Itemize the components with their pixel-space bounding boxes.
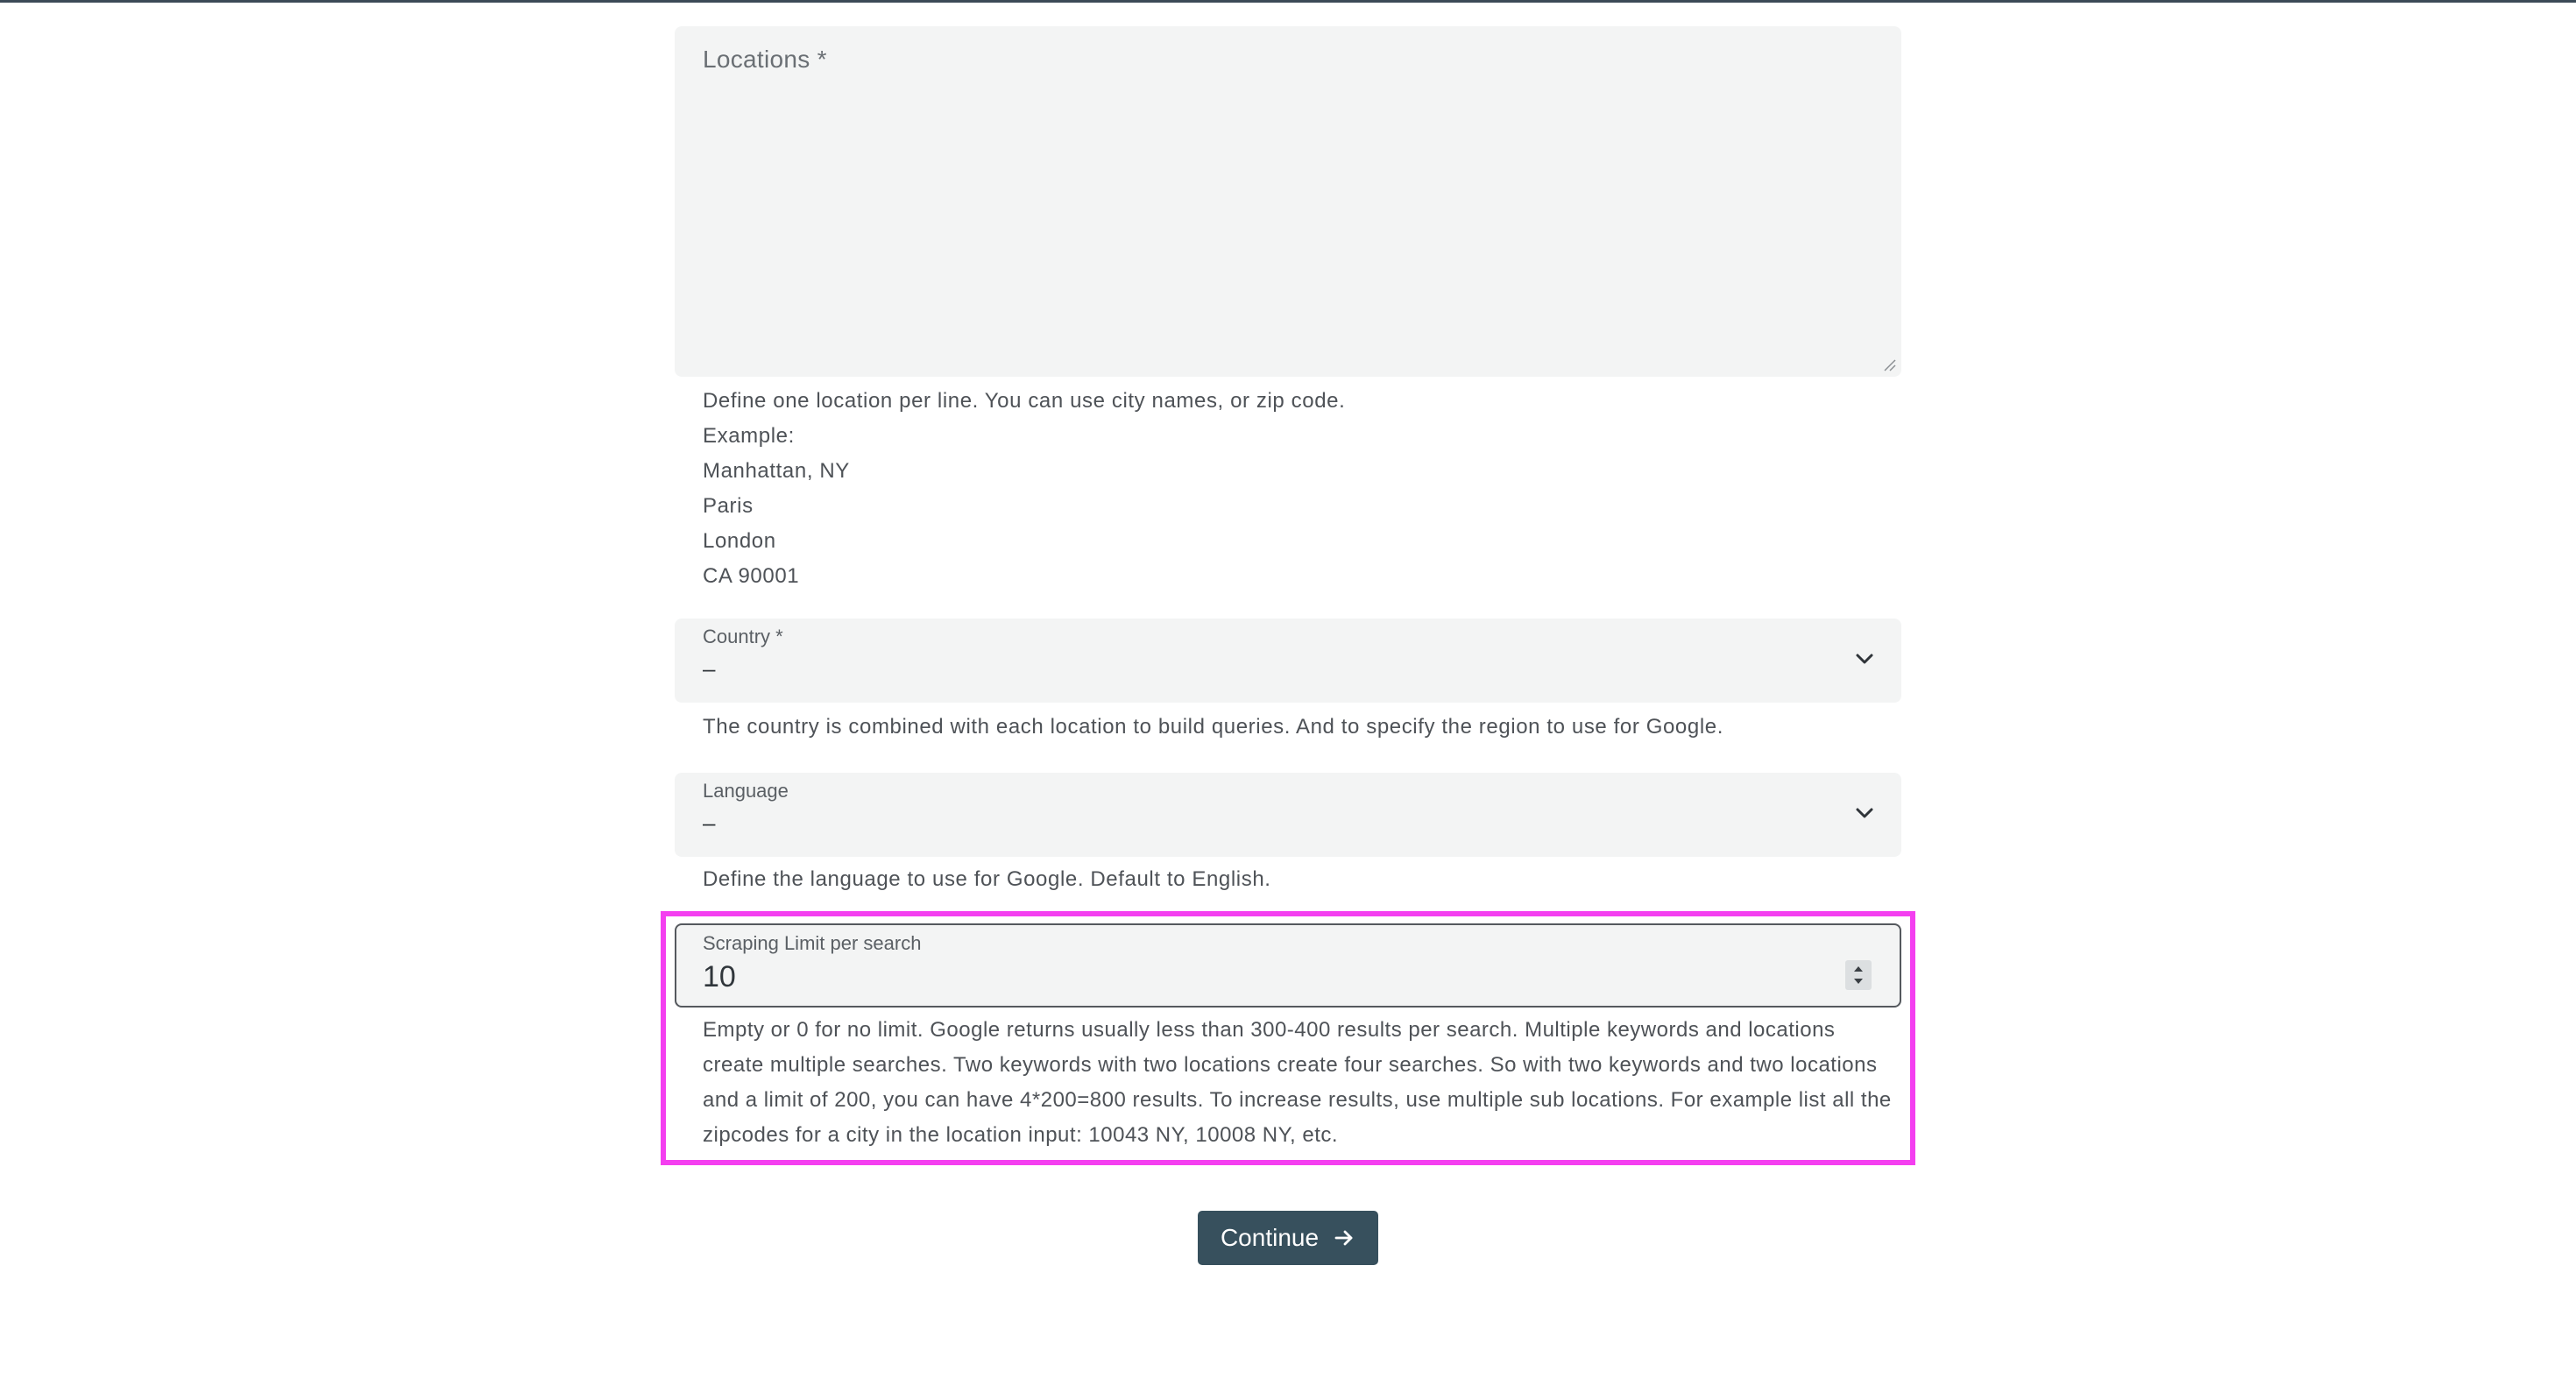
locations-helper-line: Define one location per line. You can use city names, or zip code. <box>703 389 1346 413</box>
top-border <box>0 0 2576 3</box>
locations-helper-line: London <box>703 529 776 553</box>
spinner-up-icon <box>1854 966 1863 972</box>
locations-helper-line: Example: <box>703 424 795 448</box>
locations-label: Locations * <box>703 46 827 73</box>
locations-textarea[interactable] <box>675 26 1901 377</box>
country-select[interactable] <box>675 619 1901 703</box>
locations-helper-line: CA 90001 <box>703 564 800 588</box>
language-label: Language <box>703 780 789 802</box>
country-label: Country * <box>703 626 783 647</box>
number-spinner[interactable] <box>1845 960 1872 990</box>
scraping-limit-value: 10 <box>703 960 736 993</box>
locations-helper-line: Paris <box>703 494 754 518</box>
chevron-down-icon[interactable] <box>1852 647 1877 671</box>
chevron-down-icon[interactable] <box>1852 801 1877 825</box>
language-select[interactable] <box>675 773 1901 857</box>
resize-grip-icon[interactable] <box>1882 357 1896 371</box>
spinner-down-icon <box>1854 979 1863 984</box>
locations-helper-line: Manhattan, NY <box>703 459 850 483</box>
locations-helper <box>703 384 1345 594</box>
country-value: – <box>703 655 716 682</box>
scraping-limit-input[interactable] <box>675 923 1901 1008</box>
scraping-limit-helper: Empty or 0 for no limit. Google returns usually less than 300-400 results per search. Multiple keywords and locations create multiple searches. Two keywords with two locations create four searches. So with two keywords and two locations and a limit of 200, you can have 4*200=800 results. To increase results, use multiple sub locations. For example list all the zipcodes for a city in the location input: 10043 NY, 10008 NY, etc. <box>703 1018 1892 1147</box>
arrow-right-icon <box>1333 1227 1355 1249</box>
continue-button[interactable] <box>1198 1211 1378 1265</box>
language-value: – <box>703 810 716 836</box>
language-helper: Define the language to use for Google. Default to English. <box>703 867 1271 891</box>
country-helper: The country is combined with each location to build queries. And to specify the region to use for Google. <box>703 715 1723 739</box>
continue-label: Continue <box>1220 1224 1320 1251</box>
scraping-limit-label: Scraping Limit per search <box>703 932 922 954</box>
